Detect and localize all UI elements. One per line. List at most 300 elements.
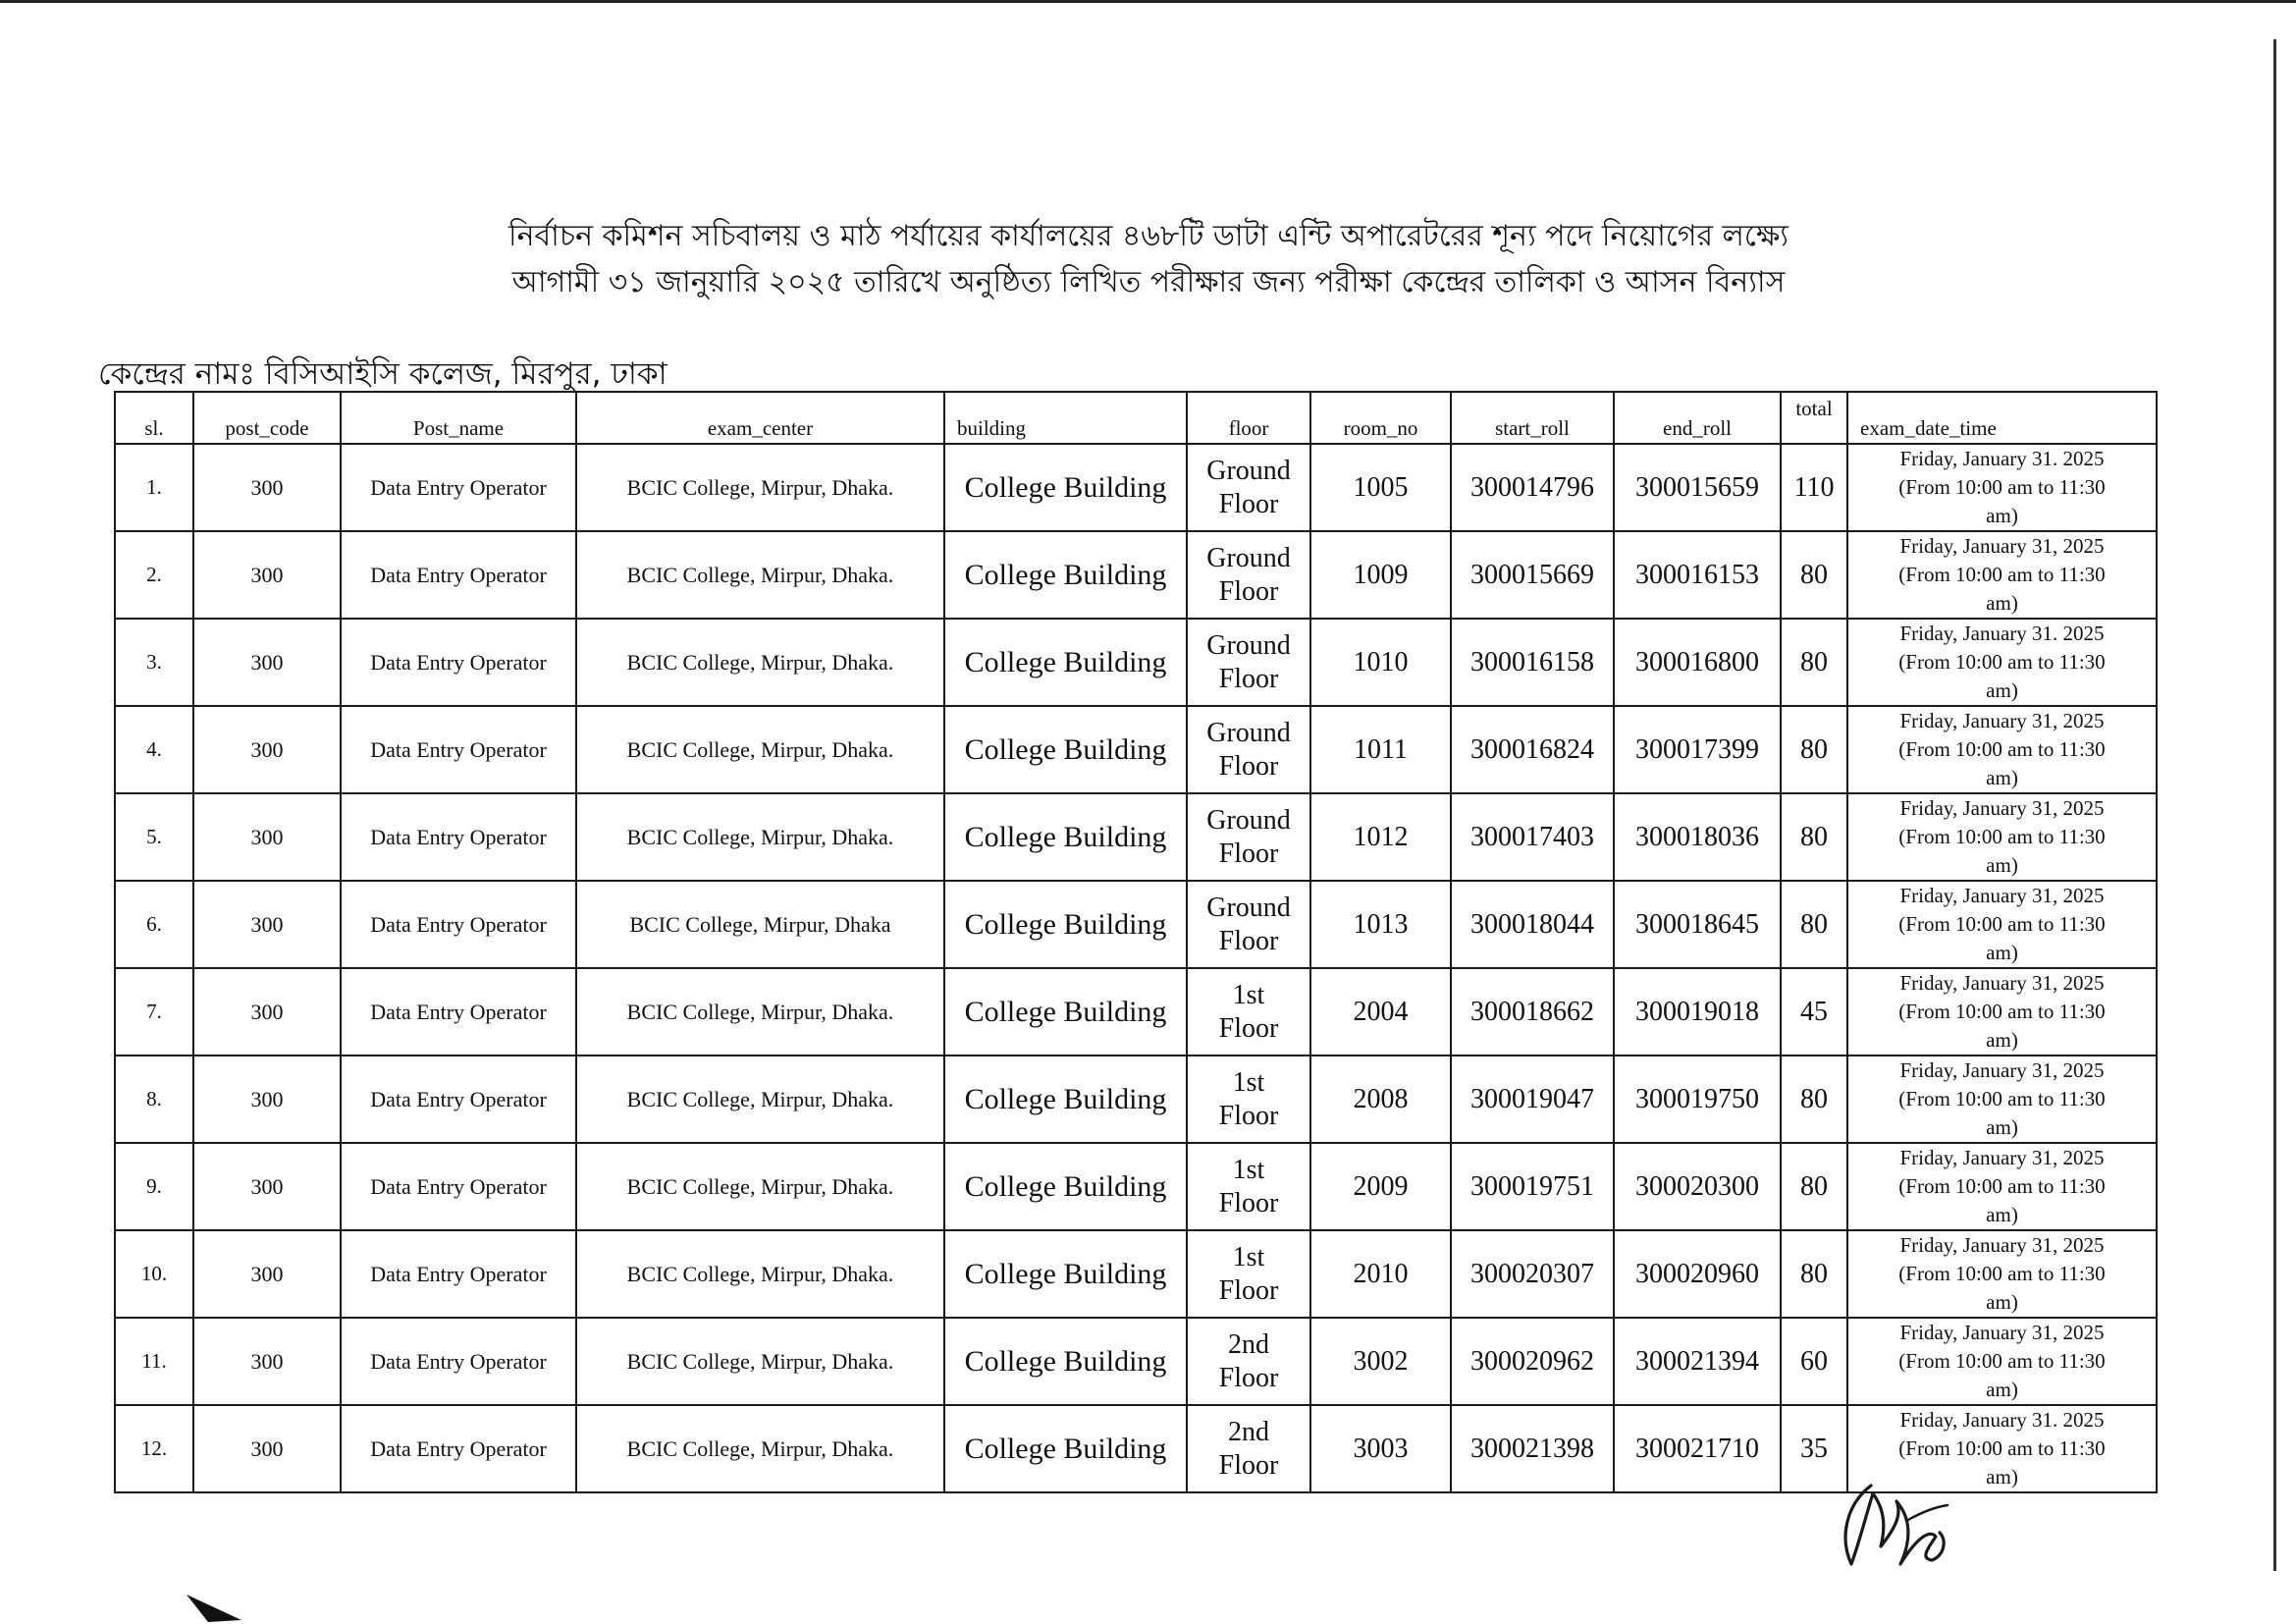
cell-room-no-text: 1011 [1354, 733, 1408, 765]
cell-end-roll [1614, 793, 1781, 881]
cell-total-text: 80 [1800, 908, 1828, 940]
cell-sl [115, 444, 193, 531]
cell-floor-text: Ground [1206, 629, 1291, 661]
cell-building-text: College Building [964, 1344, 1167, 1378]
cell-building [944, 1405, 1187, 1492]
cell-exam-center [576, 531, 944, 619]
table-row [115, 881, 2157, 968]
cell-post-name-text: Data Entry Operator [370, 736, 547, 762]
cell-sl-text: 2. [146, 563, 162, 586]
cell-floor-text: Floor [1218, 1362, 1279, 1393]
cell-floor-text: Floor [1218, 1449, 1279, 1481]
cell-floor-text: 2nd [1228, 1416, 1269, 1447]
cell-post-name-text: Data Entry Operator [370, 562, 547, 587]
cell-total-text: 80 [1800, 646, 1828, 677]
cell-building-text: College Building [964, 645, 1167, 678]
cell-floor [1187, 1230, 1310, 1318]
cell-post-name [341, 619, 576, 706]
cell-exam-date-time-text: (From 10:00 am to 11:30 [1898, 1174, 2106, 1198]
cell-sl-text: 5. [146, 825, 162, 848]
header-post-name: Post_name [341, 392, 576, 444]
cell-building-text: College Building [964, 558, 1167, 591]
cell-end-roll-text: 300021394 [1635, 1345, 1759, 1377]
cell-floor [1187, 881, 1310, 968]
cell-start-roll [1451, 881, 1614, 968]
cell-post-code [193, 444, 341, 531]
cell-post-name-text: Data Entry Operator [370, 474, 547, 500]
cell-total [1781, 968, 1847, 1056]
cell-floor-text: Floor [1218, 1100, 1279, 1131]
cell-exam-date-time-text: am) [1986, 1290, 2018, 1314]
cell-post-name-text: Data Entry Operator [370, 1261, 547, 1286]
cell-post-name [341, 706, 576, 793]
cell-exam-date-time [1847, 706, 2157, 793]
cell-exam-date-time-text: Friday, January 31, 2025 [1899, 971, 2105, 995]
cell-post-code-text: 300 [250, 1435, 284, 1461]
cell-exam-date-time [1847, 968, 2157, 1056]
cell-post-name [341, 444, 576, 531]
cell-room-no [1310, 1318, 1451, 1405]
cell-total [1781, 444, 1847, 531]
cell-post-name [341, 793, 576, 881]
cell-start-roll [1451, 968, 1614, 1056]
cell-exam-date-time [1847, 1230, 2157, 1318]
cell-total [1781, 706, 1847, 793]
cell-exam-date-time-text: am) [1986, 941, 2018, 964]
cell-post-code [193, 1056, 341, 1143]
cell-sl [115, 619, 193, 706]
cell-total-text: 45 [1800, 996, 1828, 1027]
table-row [115, 706, 2157, 793]
cell-floor-text: Ground [1206, 892, 1291, 923]
cell-post-code-text: 300 [250, 1261, 284, 1286]
cell-room-no-text: 1009 [1353, 559, 1409, 590]
cell-post-name-text: Data Entry Operator [370, 999, 547, 1024]
cell-exam-center-text: BCIC College, Mirpur, Dhaka. [626, 1086, 894, 1111]
cell-room-no [1310, 1230, 1451, 1318]
cell-post-name-text: Data Entry Operator [370, 1173, 547, 1199]
cell-exam-date-time [1847, 1143, 2157, 1230]
cell-building [944, 793, 1187, 881]
cell-building-text: College Building [964, 1169, 1167, 1203]
cell-sl [115, 1143, 193, 1230]
cell-total [1781, 793, 1847, 881]
table-row [115, 1230, 2157, 1318]
cell-room-no-text: 1005 [1353, 471, 1409, 503]
cell-post-name [341, 1230, 576, 1318]
cell-exam-date-time-text: Friday, January 31, 2025 [1899, 796, 2105, 820]
page-right-edge [2273, 39, 2276, 1571]
document-title-line-1: নির্বাচন কমিশন সচিবালয় ও মাঠ পর্যায়ের কার্যালয়ের ৪৬৮টি ডাটা এন্টি অপারেটরের শূন্য পদে নিয়োগের লক্ষ্যে [508, 219, 1789, 253]
cell-post-code [193, 706, 341, 793]
cell-exam-center-text: BCIC College, Mirpur, Dhaka. [626, 562, 894, 587]
cell-building-text: College Building [964, 995, 1167, 1028]
cell-post-code [193, 881, 341, 968]
cell-exam-center [576, 1056, 944, 1143]
cell-exam-date-time [1847, 1056, 2157, 1143]
cell-start-roll-text: 300021398 [1470, 1433, 1594, 1464]
cell-room-no-text: 2008 [1353, 1083, 1409, 1114]
cell-total-text: 60 [1800, 1345, 1828, 1377]
cell-exam-date-time-text: am) [1986, 591, 2018, 615]
cell-sl [115, 1318, 193, 1405]
table-row [115, 1318, 2157, 1405]
cell-sl-text: 11. [141, 1349, 167, 1373]
cell-post-name [341, 1143, 576, 1230]
cell-exam-center-text: BCIC College, Mirpur, Dhaka. [626, 824, 894, 849]
cell-floor [1187, 1405, 1310, 1492]
header-start-roll: start_roll [1451, 392, 1614, 444]
cell-exam-date-time-text: Friday, January 31, 2025 [1899, 1321, 2105, 1344]
cell-start-roll [1451, 531, 1614, 619]
cell-end-roll [1614, 444, 1781, 531]
cell-sl [115, 1056, 193, 1143]
cell-post-name-text: Data Entry Operator [370, 649, 547, 675]
cell-building [944, 531, 1187, 619]
cell-start-roll-text: 300019751 [1470, 1170, 1594, 1202]
signature-icon [1838, 1478, 1975, 1576]
table-body [115, 444, 2157, 1492]
cell-exam-center [576, 706, 944, 793]
cell-floor [1187, 444, 1310, 531]
cell-post-code-text: 300 [250, 736, 284, 762]
cell-exam-date-time-text: (From 10:00 am to 11:30 [1898, 1349, 2106, 1373]
cell-sl-text: 1. [146, 475, 162, 499]
cell-exam-date-time-text: am) [1986, 853, 2018, 877]
cell-exam-date-time-text: (From 10:00 am to 11:30 [1898, 825, 2106, 848]
cell-exam-center-text: BCIC College, Mirpur, Dhaka. [626, 649, 894, 675]
cell-exam-date-time-text: am) [1986, 504, 2018, 527]
cell-sl-text: 3. [146, 650, 162, 674]
cell-end-roll-text: 300016153 [1635, 559, 1759, 590]
cell-post-code [193, 1318, 341, 1405]
cell-post-code-text: 300 [250, 1173, 284, 1199]
cell-sl-text: 8. [146, 1087, 162, 1110]
cell-room-no [1310, 1405, 1451, 1492]
table-row [115, 1143, 2157, 1230]
cell-post-name-text: Data Entry Operator [370, 824, 547, 849]
cell-floor-text: Floor [1218, 1012, 1279, 1044]
cell-exam-date-time [1847, 1318, 2157, 1405]
cell-total-text: 80 [1800, 733, 1828, 765]
cell-exam-center [576, 619, 944, 706]
cell-post-code-text: 300 [250, 911, 284, 937]
cell-end-roll-text: 300019750 [1635, 1083, 1759, 1114]
cell-exam-center-text: BCIC College, Mirpur, Dhaka. [626, 1435, 894, 1461]
cell-exam-center-text: BCIC College, Mirpur, Dhaka. [626, 1173, 894, 1199]
cell-post-code [193, 1405, 341, 1492]
table-row [115, 968, 2157, 1056]
cell-exam-center [576, 1230, 944, 1318]
cell-end-roll [1614, 1405, 1781, 1492]
header-end-roll: end_roll [1614, 392, 1781, 444]
cell-exam-date-time-text: Friday, January 31. 2025 [1899, 447, 2105, 470]
cell-floor [1187, 619, 1310, 706]
cell-end-roll-text: 300018645 [1635, 908, 1759, 940]
cell-floor-text: 1st [1232, 1066, 1265, 1098]
cell-total-text: 35 [1800, 1433, 1828, 1464]
cell-exam-center-text: BCIC College, Mirpur, Dhaka [629, 911, 891, 937]
cell-end-roll [1614, 619, 1781, 706]
cell-post-name-text: Data Entry Operator [370, 1348, 547, 1374]
cell-exam-center [576, 793, 944, 881]
center-name: কেন্দ্রের নামঃ বিসিআইসি কলেজ, মিরপুর, ঢাকা [98, 356, 667, 392]
cell-end-roll [1614, 706, 1781, 793]
cell-total [1781, 1230, 1847, 1318]
cell-building [944, 1318, 1187, 1405]
cell-post-name [341, 1056, 576, 1143]
cell-sl [115, 1405, 193, 1492]
cell-exam-date-time-text: (From 10:00 am to 11:30 [1898, 1262, 2106, 1285]
cell-floor-text: 1st [1232, 1241, 1265, 1272]
cell-room-no-text: 2004 [1353, 996, 1409, 1027]
cell-floor-text: Floor [1218, 925, 1279, 956]
cell-exam-date-time-text: (From 10:00 am to 11:30 [1898, 912, 2106, 936]
cell-room-no-text: 2010 [1353, 1258, 1409, 1289]
cell-start-roll [1451, 1056, 1614, 1143]
cell-end-roll [1614, 881, 1781, 968]
cell-end-roll-text: 300017399 [1635, 733, 1759, 765]
cell-start-roll-text: 300018662 [1470, 996, 1594, 1027]
cell-start-roll [1451, 1405, 1614, 1492]
cell-floor-text: Ground [1206, 455, 1291, 486]
cell-exam-date-time-text: Friday, January 31, 2025 [1899, 1058, 2105, 1082]
cell-post-code [193, 531, 341, 619]
cell-exam-date-time [1847, 531, 2157, 619]
table-header-row [115, 392, 2157, 444]
cell-floor-text: 1st [1232, 979, 1265, 1010]
cell-floor-text: Floor [1218, 663, 1279, 694]
cell-floor [1187, 968, 1310, 1056]
cell-sl-text: 7. [146, 1000, 162, 1023]
table-row [115, 793, 2157, 881]
cell-exam-date-time-text: Friday, January 31, 2025 [1899, 534, 2105, 558]
cell-floor-text: Ground [1206, 804, 1291, 836]
cell-start-roll-text: 300017403 [1470, 821, 1594, 852]
cell-building [944, 1056, 1187, 1143]
cell-building-text: College Building [964, 1257, 1167, 1290]
cell-start-roll-text: 300014796 [1470, 471, 1594, 503]
cell-building [944, 444, 1187, 531]
cell-floor [1187, 1056, 1310, 1143]
cell-post-name [341, 881, 576, 968]
cell-floor-text: Floor [1218, 1274, 1279, 1306]
cell-building-text: College Building [964, 907, 1167, 941]
cell-start-roll [1451, 793, 1614, 881]
cell-total-text: 80 [1800, 1083, 1828, 1114]
cell-end-roll [1614, 1143, 1781, 1230]
cell-total [1781, 1056, 1847, 1143]
cell-sl-text: 4. [146, 737, 162, 761]
cell-floor-text: Floor [1218, 838, 1279, 869]
cell-exam-date-time-text: Friday, January 31, 2025 [1899, 884, 2105, 907]
cell-post-name [341, 531, 576, 619]
cell-room-no-text: 1013 [1353, 908, 1409, 940]
cell-total-text: 80 [1800, 821, 1828, 852]
cell-room-no-text: 3002 [1353, 1345, 1409, 1377]
header-exam-center: exam_center [576, 392, 944, 444]
cell-building-text: College Building [964, 470, 1167, 504]
cell-post-code [193, 1230, 341, 1318]
cell-end-roll-text: 300021710 [1635, 1433, 1759, 1464]
cell-floor-text: Floor [1218, 575, 1279, 607]
cell-exam-date-time-text: am) [1986, 766, 2018, 789]
header-exam-date-time: exam_date_time [1847, 392, 2157, 444]
cell-exam-date-time [1847, 619, 2157, 706]
cell-room-no [1310, 444, 1451, 531]
cell-floor-text: 2nd [1228, 1328, 1269, 1360]
cell-building [944, 619, 1187, 706]
cell-room-no [1310, 531, 1451, 619]
cell-total [1781, 531, 1847, 619]
table-row [115, 444, 2157, 531]
cell-building [944, 1230, 1187, 1318]
cell-post-code-text: 300 [250, 824, 284, 849]
cell-room-no-text: 1012 [1353, 821, 1409, 852]
cell-exam-date-time-text: am) [1986, 1115, 2018, 1139]
cell-building-text: College Building [964, 820, 1167, 853]
cell-start-roll [1451, 706, 1614, 793]
cell-exam-center-text: BCIC College, Mirpur, Dhaka. [626, 1261, 894, 1286]
cell-exam-center-text: BCIC College, Mirpur, Dhaka. [626, 1348, 894, 1374]
seat-plan-table [114, 391, 2158, 1493]
cell-exam-center-text: BCIC College, Mirpur, Dhaka. [626, 999, 894, 1024]
cell-post-code [193, 619, 341, 706]
cell-exam-center [576, 444, 944, 531]
cell-total [1781, 1318, 1847, 1405]
cell-start-roll-text: 300020962 [1470, 1345, 1594, 1377]
cell-floor-text: Ground [1206, 717, 1291, 748]
cell-end-roll [1614, 531, 1781, 619]
cell-floor-text: 1st [1232, 1154, 1265, 1185]
cell-end-roll-text: 300020960 [1635, 1258, 1759, 1289]
cell-end-roll-text: 300016800 [1635, 646, 1759, 677]
cell-exam-date-time-text: Friday, January 31. 2025 [1899, 622, 2105, 645]
cell-exam-date-time-text: (From 10:00 am to 11:30 [1898, 1000, 2106, 1023]
header-floor: floor [1187, 392, 1310, 444]
cell-post-name [341, 1405, 576, 1492]
cell-post-code [193, 968, 341, 1056]
cell-room-no [1310, 619, 1451, 706]
cell-post-code-text: 300 [250, 562, 284, 587]
arrow-icon [185, 1593, 243, 1624]
cell-room-no [1310, 793, 1451, 881]
table-row [115, 1056, 2157, 1143]
cell-exam-date-time-text: am) [1986, 1028, 2018, 1052]
cell-room-no [1310, 881, 1451, 968]
cell-post-code [193, 793, 341, 881]
cell-end-roll-text: 300020300 [1635, 1170, 1759, 1202]
cell-floor-text: Floor [1218, 488, 1279, 519]
header-sl: sl. [115, 392, 193, 444]
cell-start-roll-text: 300019047 [1470, 1083, 1594, 1114]
cell-sl-text: 6. [146, 912, 162, 936]
cell-exam-date-time-text: (From 10:00 am to 11:30 [1898, 650, 2106, 674]
cell-start-roll [1451, 444, 1614, 531]
cell-total-text: 80 [1800, 1258, 1828, 1289]
cell-exam-date-time [1847, 881, 2157, 968]
cell-exam-date-time-text: (From 10:00 am to 11:30 [1898, 1436, 2106, 1460]
cell-post-name-text: Data Entry Operator [370, 1435, 547, 1461]
cell-exam-date-time-text: am) [1986, 1465, 2018, 1489]
cell-post-name-text: Data Entry Operator [370, 1086, 547, 1111]
cell-start-roll-text: 300016824 [1470, 733, 1594, 765]
cell-start-roll [1451, 619, 1614, 706]
cell-start-roll [1451, 1230, 1614, 1318]
cell-floor [1187, 1143, 1310, 1230]
cell-sl-text: 10. [140, 1262, 168, 1285]
cell-exam-date-time-text: (From 10:00 am to 11:30 [1898, 563, 2106, 586]
cell-building-text: College Building [964, 1082, 1167, 1115]
header-building: building [944, 392, 1187, 444]
cell-end-roll [1614, 968, 1781, 1056]
cell-end-roll-text: 300018036 [1635, 821, 1759, 852]
header-post-code: post_code [193, 392, 341, 444]
cell-room-no [1310, 1056, 1451, 1143]
cell-end-roll-text: 300019018 [1635, 996, 1759, 1027]
cell-exam-center-text: BCIC College, Mirpur, Dhaka. [626, 474, 894, 500]
cell-building-text: College Building [964, 732, 1167, 766]
cell-start-roll [1451, 1143, 1614, 1230]
cell-post-code-text: 300 [250, 1086, 284, 1111]
cell-post-name-text: Data Entry Operator [370, 911, 547, 937]
cell-total [1781, 881, 1847, 968]
cell-sl [115, 531, 193, 619]
cell-floor-text: Ground [1206, 542, 1291, 573]
cell-room-no-text: 1010 [1353, 646, 1409, 677]
cell-floor [1187, 793, 1310, 881]
cell-end-roll [1614, 1056, 1781, 1143]
cell-exam-date-time [1847, 444, 2157, 531]
table-row [115, 619, 2157, 706]
cell-start-roll-text: 300020307 [1470, 1258, 1594, 1289]
cell-exam-date-time-text: (From 10:00 am to 11:30 [1898, 737, 2106, 761]
cell-floor [1187, 531, 1310, 619]
cell-end-roll [1614, 1230, 1781, 1318]
cell-total-text: 80 [1800, 1170, 1828, 1202]
cell-exam-date-time-text: (From 10:00 am to 11:30 [1898, 475, 2106, 499]
cell-sl-text: 9. [146, 1174, 162, 1198]
cell-exam-date-time-text: am) [1986, 1378, 2018, 1401]
cell-total [1781, 619, 1847, 706]
cell-exam-date-time [1847, 793, 2157, 881]
cell-exam-date-time-text: Friday, January 31, 2025 [1899, 709, 2105, 732]
cell-sl [115, 1230, 193, 1318]
cell-start-roll [1451, 1318, 1614, 1405]
cell-exam-center [576, 1405, 944, 1492]
cell-end-roll [1614, 1318, 1781, 1405]
cell-building [944, 706, 1187, 793]
cell-post-code-text: 300 [250, 999, 284, 1024]
cell-post-name [341, 968, 576, 1056]
cell-sl [115, 706, 193, 793]
cell-end-roll-text: 300015659 [1635, 471, 1759, 503]
cell-floor [1187, 1318, 1310, 1405]
cell-exam-center [576, 1318, 944, 1405]
cell-sl [115, 881, 193, 968]
cell-building [944, 968, 1187, 1056]
cell-floor [1187, 706, 1310, 793]
cell-exam-date-time-text: am) [1986, 678, 2018, 702]
header-room-no: room_no [1310, 392, 1451, 444]
cell-total-text: 110 [1793, 471, 1835, 503]
cell-room-no [1310, 968, 1451, 1056]
document-title-line-2: আগামী ৩১ জানুয়ারি ২০২৫ তারিখে অনুষ্ঠিত্য লিখিত পরীক্ষার জন্য পরীক্ষা কেন্দ্রের তালিকা ও আসন বিন্যাস [511, 265, 1786, 299]
header-total: total [1781, 392, 1847, 444]
cell-exam-date-time-text: Friday, January 31, 2025 [1899, 1233, 2105, 1257]
cell-floor-text: Floor [1218, 750, 1279, 782]
cell-room-no [1310, 1143, 1451, 1230]
